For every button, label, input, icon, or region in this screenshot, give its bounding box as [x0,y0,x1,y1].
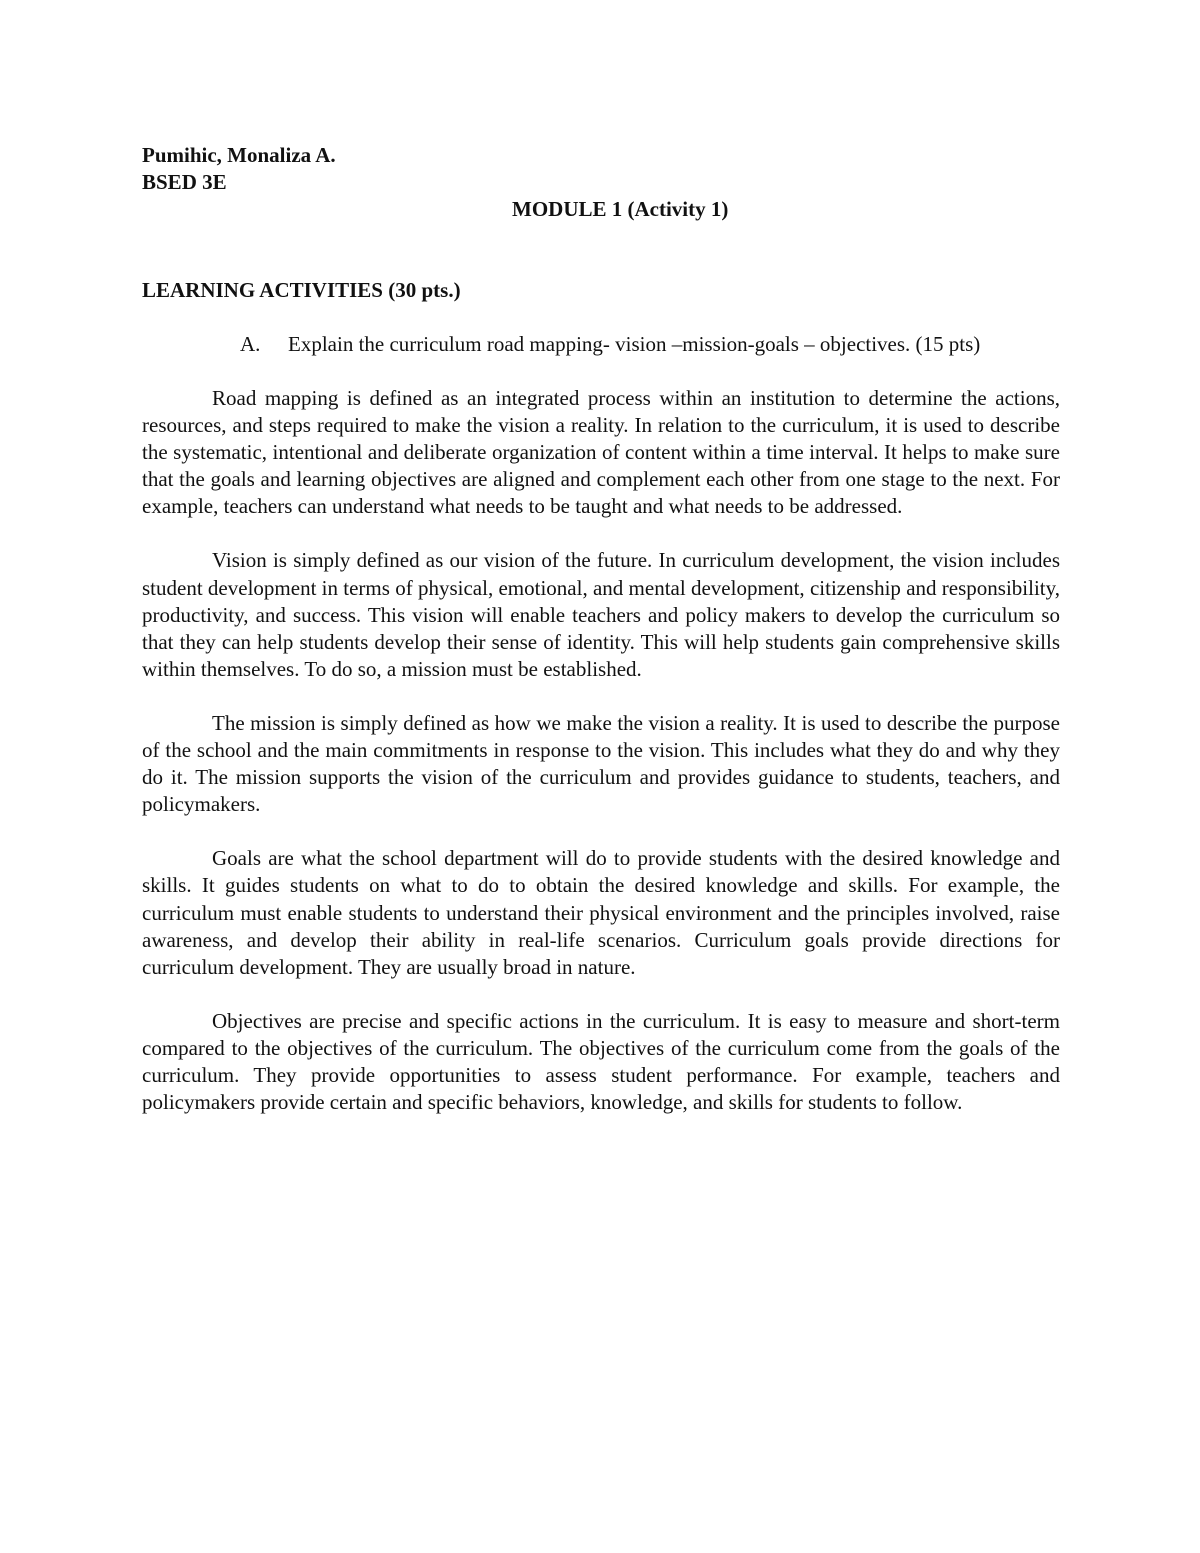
paragraph-vision: Vision is simply defined as our vision of the future. In curriculum development, the vision includes student development in terms of physical, emotional, and mental development, citizenship and responsibility, productivity, and success. This vision will enable teachers and policy makers to develop the curriculum so that they can help students develop their sense of identity. This will help students gain comprehensive skills within themselves. To do so, a mission must be established. [142,548,1060,681]
paragraph-goals: Goals are what the school department will do to provide students with the desired knowledge and skills. It guides students on what to do to obtain the desired knowledge and skills. For example, the curriculum must enable students to understand their physical environment and the principles involved, raise awareness, and develop their ability in real-life scenarios. Curriculum goals provide directions for curriculum development. They are usually broad in nature. [142,846,1060,979]
paragraph-objectives: Objectives are precise and specific actions in the curriculum. It is easy to measure and short-term compared to the objectives of the curriculum. The objectives of the curriculum come from the goals of the curriculum. They provide opportunities to assess student performance. For example, teachers and policymakers provide certain and specific behaviors, knowledge, and skills for students to follow. [142,1008,1060,1115]
student-info [142,142,336,196]
module-title: MODULE 1 (Activity 1) [512,197,729,221]
student-name: Pumihic, Monaliza A. [142,143,336,167]
student-section: BSED 3E [142,170,227,194]
paragraph-road-mapping: Road mapping is defined as an integrated process within an institution to determine the actions, resources, and steps required to make the vision a reality. In relation to the curriculum, it is used to describe the systematic, intentional and deliberate organization of content within a time interval. It helps to make sure that the goals and learning objectives are aligned and complement each other from one stage to the next. For example, teachers can understand what needs to be taught and what needs to be addressed. [142,386,1060,519]
question-item [240,331,980,358]
question-text: Explain the curriculum road mapping- vision –mission-goals – objectives. (15 pts) [288,332,981,356]
section-title: LEARNING ACTIVITIES (30 pts.) [142,278,461,302]
question-letter: A. [240,332,261,356]
paragraph-mission: The mission is simply defined as how we make the vision a reality. It is used to describe the purpose of the school and the main commitments in response to the vision. This includes what they do and why they do it. The mission supports the vision of the curriculum and provides guidance to students, teachers, and policymakers. [142,710,1060,817]
answer-body [142,385,1060,1143]
